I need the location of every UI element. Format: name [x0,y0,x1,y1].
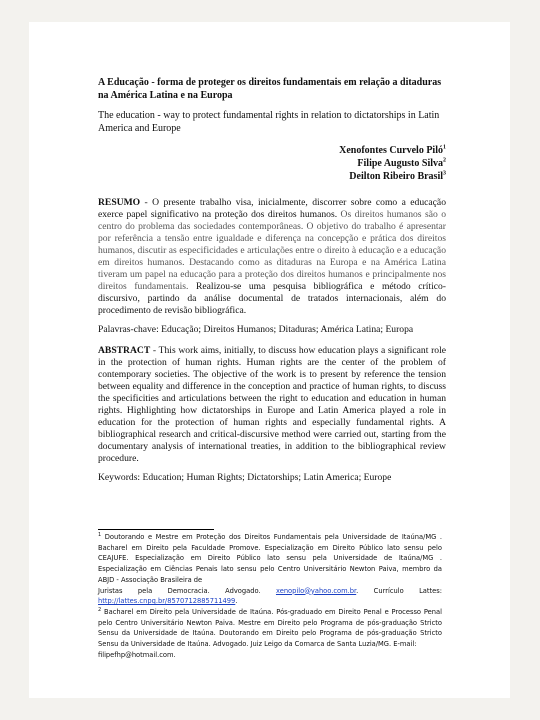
author-1: Xenofontes Curvelo Piló$^1$ [339,144,446,156]
lattes-link[interactable]: http://lattes.cnpq.br/8570712885711499 [98,597,236,606]
resumo-text-3: Realizou-se uma pesquisa bibliográfica e método crítico-discursivo, partindo da análise documental de tratados internacionais, além do procedimento de revisão bibliográfica. [98,281,446,316]
footnote-mark-2: 2 [443,157,446,164]
keywords: Keywords: Education; Human Rights; Dictatorships; Latin America; Europe [98,472,392,483]
author-2: Filipe Augusto Silva$^2$ [357,157,446,169]
resumo-text-1: O presente trabalho visa, inicialmente, discorrer sobre como a educação exerce papel significativo na proteção dos direitos humanos. [98,197,446,220]
footnote-divider [98,529,214,530]
footnote-mark-1: 1 [443,144,446,151]
author-list [98,144,446,183]
email-link-xenofontes[interactable]: xenopilo@yahoo.com.br [275,586,357,595]
document-page [29,22,510,698]
title-english: The education - way to protect fundamental rights in relation to dictatorships in Latin America and Europe [98,110,440,134]
resumo-label: RESUMO [98,197,141,208]
resumo-text-2: Os direitos humanos são o centro do problema das sociedades contemporâneas. O objetivo do trabalho é apresentar por referência a tensão entre igualdade e diferença na concepção e prática dos direitos humanos, discutir as especificidades e articulações entre o direito à educação e a educação em direitos humanos. Destacando como as ditaduras na Europa e na América Latina tiveram um papel na educação para a proteção dos direitos humanos e principalmente nos direitos fundamentais. [98,209,446,292]
resumo-paragraph: RESUMO - O presente trabalho visa, inicialmente, discorrer sobre como a educação exerce papel significativo na proteção dos direitos humanos. Os direitos humanos são o centro do problema das sociedades contemporâneas. O objetivo do trabalho é apresentar por referência a tensão entre igualdade e diferença na concepção e prática dos direitos humanos, discutir as especificidades e articulações entre o direito à educação e a educação em direitos humanos. Destacando como as ditaduras na Europa e na América Latina tiveram um papel na educação para a proteção dos direitos humanos e principalmente nos direitos fundamentais. Realizou-se uma pesquisa bibliográfica e método crítico-discursivo, partindo da análise documental de tratados internacionais, além do procedimento de revisão bibliográfica. [98,197,446,316]
footnote-1: $^1$ Doutorando e Mestre em Proteção dos Direitos Fundamentais pela Universidade de Itaúna/MG . Bacharel em Direito pela Faculdade Promove. Especialização em Direito Público lato sensu pelo CEAJUFE. Especialização em Direito Público lato sensu pela Universidade de Itaúna/MG . Especialização em Ciências Penais lato sensu pelo Centro Universitário Newton Paiva, membro da ABJD - Associação Brasileira de [98,531,442,584]
footnote-mark-3: 3 [443,170,446,177]
palavras-chave: Palavras-chave: Educação; Direitos Humanos; Ditaduras; América Latina; Europa [98,324,414,335]
footnote-2: $^2$ Bacharel em Direito pela Universidade de Itaúna. Pós-graduado em Direito Penal e Processo Penal pelo Centro Universitário Newton Paiva. Mestre em Direito pelo Programa de pós-graduação Stricto Sensu da Universidade de Itaúna. Doutorando em Direito pelo Programa de pós-graduação Stricto Sensu da Universidade de Itaúna. Advogado. Juiz Leigo da Comarca de Santa Luzia/MG. E-mail: [98,606,442,649]
page-body [98,76,446,484]
footnotes [98,529,442,660]
author-3: Deilton Ribeiro Brasil$^3$ [349,170,446,182]
abstract-text: - This work aims, initially, to discuss how education plays a significant role in the protection of human rights. Human rights are the center of the problem of contemporary societies. The objective of the work is to present by reference the tension between equality and difference in the conception and practice of human rights, to discuss the specificities and articulations between the right to education and education in human rights. Highlighting how dictatorships in Europe and Latin America played a role in education for the protection of human rights and especially fundamental rights. A bibliographical research and critical-discursive method were carried out, starting from the documentary analysis of international treaties, in addition to the bibliographical review procedure. [98,345,446,464]
abstract-paragraph [98,345,446,465]
footnote-1-lattes-line: http://lattes.cnpq.br/8570712885711499. [98,597,238,606]
footnote-2-email: filipefhp@hotmail.com. [98,650,176,659]
title-portuguese: A Educação - forma de proteger os direitos fundamentais em relação a ditaduras na América Latina e na Europa [98,77,442,101]
footnote-1-contact-line: Juristas pela Democracia. Advogado. xenopilo@yahoo.com.br. Currículo Lattes: [98,586,442,595]
abstract-label: ABSTRACT [98,345,151,356]
